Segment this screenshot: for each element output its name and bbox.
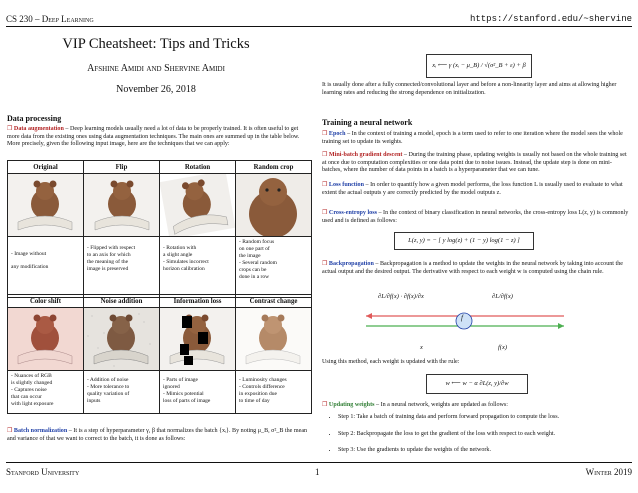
checkbox-icon: ❐: [322, 182, 328, 188]
text-minibatch: – During the training phase, updating weights is usually not based on the whole training set at once due to computation complexities or one data point due to noise issues. Instead, the update step is done on mini-batches, where the number of data points in a batch is a hyperparameter that we can tune.: [322, 152, 627, 174]
cross-entropy-formula-box: L(z, y) = − [ y log(z) + (1 − y) log(1 − z) ]: [394, 232, 534, 250]
term-batch-normalization: Batch normalization: [13, 428, 68, 434]
data-augmentation-paragraph: [7, 126, 310, 149]
text-data-augmentation: – Deep learning models usually need a lot of data to be properly trained. It is often useful to get more data from the existing ones using data augmentation techniques. The main ones are summed up in the table below. More precisely, given the following input image, here are the techniques that we can apply:: [7, 126, 300, 148]
image-flip: [84, 174, 159, 236]
step-1: • Step 1: Take a batch of training data and perform forward propagation to compute the loss.: [338, 414, 634, 422]
footer-term: Winter 2019: [585, 467, 632, 477]
header-original: Original: [8, 161, 84, 174]
checkbox-icon: ❐: [322, 152, 328, 158]
backprop-diagram: [366, 306, 566, 336]
desc-noise-addition: - Addition of noise - More tolerance to quality variation of inputs: [84, 371, 160, 414]
batch-normalization-paragraph: [7, 428, 310, 443]
checkbox-icon: ❐: [7, 126, 13, 132]
checkbox-icon: ❐: [322, 261, 328, 267]
image-contrast-change: [236, 308, 311, 370]
loss-paragraph: [322, 182, 630, 197]
fx-label: f(x): [498, 344, 508, 351]
teddy-bear-flipped-image: [84, 174, 159, 236]
teddy-bear-colorshift-image: [8, 308, 83, 370]
text-updating-weights: – In a neural network, weights are updated as follows:: [376, 402, 508, 408]
desc-contrast-change: - Luminosity changes - Controls difference in exposition due to time of day: [236, 371, 312, 414]
teddy-bear-contrast-image: [236, 308, 311, 370]
desc-flip: - Flipped with respect to an axis for which the meaning of the image is preserved: [84, 237, 160, 298]
epoch-paragraph: [322, 131, 630, 146]
desc-random-crop: - Random focus on one part of the image - Several random crops can be done in a row: [236, 237, 312, 298]
text-backpropagation: – Backpropagation is a method to update the weights in the neural network by taking into account the actual output and the desired output. The derivative with respect to each weight w is computed using the chain rule.: [322, 261, 623, 275]
bn-after-paragraph: It is usually done after a fully connected/convolutional layer and before a non-linearity layer and aims at allowing higher learning rates and reducing the strong dependence on initialization.: [322, 82, 617, 96]
function-node-label: f: [461, 314, 463, 322]
checkbox-icon: ❐: [7, 428, 13, 434]
checkbox-icon: ❐: [322, 402, 328, 408]
backward-arrowhead: [366, 313, 372, 319]
augmentation-table-1: [7, 160, 312, 298]
chain-right-label: ∂L/∂f(x): [492, 293, 513, 300]
term-updating-weights: Updating weights: [328, 402, 375, 408]
step-3: • Step 3: Use the gradients to update the weights of the network.: [338, 447, 634, 455]
text-loss-function: – In order to quantify how a given model performs, the loss function L is usually used to evaluate to what extent the actual outputs y are correctly predicted by the model outputs z.: [322, 182, 623, 196]
chain-left-label: ∂L/∂f(x) · ∂f(x)/∂x: [378, 293, 424, 300]
image-information-loss: [160, 308, 235, 370]
minibatch-paragraph: [322, 152, 630, 175]
section-data-processing: Data processing: [7, 114, 62, 123]
authors: Afshine Amidi and Shervine Amidi: [87, 63, 225, 74]
image-rotation: [160, 174, 235, 236]
date: November 26, 2018: [116, 84, 196, 95]
teddy-bear-noise-image: [84, 308, 159, 370]
term-minibatch: Mini-batch gradient descent: [328, 152, 403, 158]
image-color-shift: [8, 308, 83, 370]
cross-entropy-paragraph: [322, 210, 630, 225]
desc-original: - Image without any modification: [8, 237, 84, 298]
step-2: • Step 2: Backpropagate the loss to get the gradient of the loss with respect to each weight.: [338, 431, 634, 439]
header-random-crop: Random crop: [236, 161, 312, 174]
footer-rule: [6, 462, 632, 463]
header-url[interactable]: https://stanford.edu/~shervine: [469, 14, 632, 24]
footer-university: Stanford University: [6, 467, 80, 477]
header-color-shift: Color shift: [8, 295, 84, 308]
page-title: VIP Cheatsheet: Tips and Tricks: [62, 36, 250, 52]
augmentation-table-2: [7, 294, 312, 414]
image-noise-addition: [84, 308, 159, 370]
desc-rotation: - Rotation with a slight angle - Simulates incorrect horizon calibration: [160, 237, 236, 298]
header-flip: Flip: [84, 161, 160, 174]
bn-formula-box: xᵢ ⟵ γ (xᵢ − μ_B) / √(σ²_B + ε) + β: [426, 54, 532, 78]
function-node: [456, 313, 472, 329]
page-number: 1: [315, 467, 320, 477]
header-contrast-change: Contrast change: [236, 295, 312, 308]
x-label: x: [420, 344, 423, 351]
image-random-crop: [236, 174, 311, 236]
checkbox-icon: ❐: [322, 131, 328, 137]
teddy-bear-cropped-image: [236, 174, 311, 236]
backprop-paragraph: [322, 261, 630, 276]
term-epoch: Epoch: [328, 131, 346, 137]
header-rule: [6, 26, 632, 27]
teddy-bear-rotated-image: [160, 174, 235, 236]
teddy-bear-infoloss-image: [160, 308, 235, 370]
forward-arrowhead: [558, 323, 564, 329]
header-information-loss: Information loss: [160, 295, 236, 308]
updating-weights-paragraph: [322, 402, 630, 410]
checkbox-icon: ❐: [322, 210, 328, 216]
header-noise-addition: Noise addition: [84, 295, 160, 308]
desc-color-shift: - Nuances of RGB is slightly changed - Captures noise that can occur with light exposure: [8, 371, 84, 414]
update-formula-box: w ⟵ w − α ∂L(z, y)/∂w: [426, 374, 528, 394]
update-intro: Using this method, each weight is updated with the rule:: [322, 359, 460, 365]
image-original: [8, 174, 83, 236]
desc-information-loss: - Parts of image ignored - Mimics potential loss of parts of image: [160, 371, 236, 414]
header-rotation: Rotation: [160, 161, 236, 174]
term-cross-entropy: Cross-entropy loss: [328, 210, 377, 216]
steps-list: [322, 414, 634, 464]
header-course: CS 230 – Deep Learning: [6, 14, 94, 24]
term-backpropagation: Backpropagation: [328, 261, 374, 267]
term-loss-function: Loss function: [328, 182, 364, 188]
term-data-augmentation: Data augmentation: [13, 126, 64, 132]
teddy-bear-image: [8, 174, 83, 236]
text-epoch: – In the context of training a model, epoch is a term used to refer to one iteration where the model sees the whole training set to update its weights.: [322, 131, 623, 145]
text-batch-normalization: – It is a step of hyperparameter γ, β that normalizes the batch {xᵢ}. By noting μ_B, σ²_B the mean and variance of that we want to correct to the batch, it is done as follows:: [7, 428, 308, 442]
section-training: Training a neural network: [322, 118, 413, 127]
text-cross-entropy: – In the context of binary classification in neural networks, the cross-entropy loss L(z, y) is commonly used and is defined as follows:: [322, 210, 629, 224]
